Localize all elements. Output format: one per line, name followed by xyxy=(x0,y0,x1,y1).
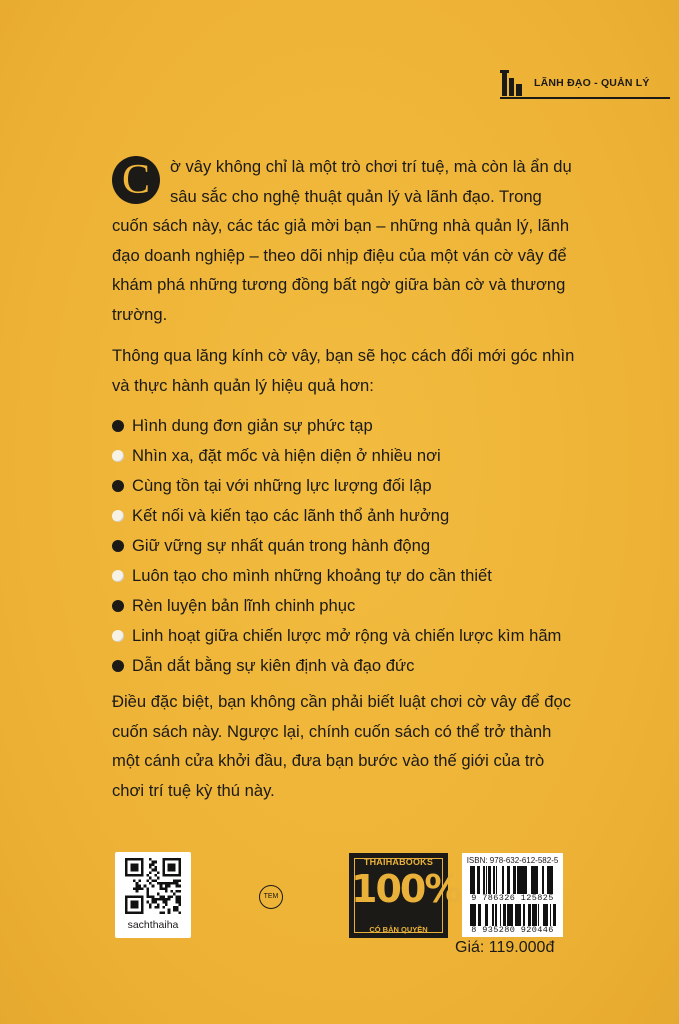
lead-in-paragraph: Thông qua lăng kính cờ vây, bạn sẽ học cách đổi mới góc nhìn và thực hành quản lý hiệu quả hơn: xyxy=(112,346,575,395)
list-item-text: Cùng tồn tại với những lực lượng đối lập xyxy=(132,476,432,495)
white-stone-icon xyxy=(112,570,124,582)
benefit-list xyxy=(112,411,577,681)
list-item xyxy=(112,471,577,501)
white-stone-icon xyxy=(112,450,124,462)
seal-brand: THAIHABOOKS xyxy=(363,857,434,867)
intro-paragraph xyxy=(112,152,577,329)
list-item-text: Hình dung đơn giản sự phức tạp xyxy=(132,416,373,435)
list-item-text: Luôn tạo cho mình những khoảng tự do cần thiết xyxy=(132,566,492,585)
qr-code-icon[interactable] xyxy=(125,858,181,914)
product-barcode-icon xyxy=(470,904,556,926)
header-divider xyxy=(500,97,670,99)
black-stone-icon xyxy=(112,480,124,492)
black-stone-icon xyxy=(112,660,124,672)
list-item-text: Nhìn xa, đặt mốc và hiện diện ở nhiều nơi xyxy=(132,446,441,465)
closing-paragraph: Điều đặc biệt, bạn không cần phải biết luật chơi cờ vây để đọc cuốn sách này. Ngược lại, chính cuốn sách có thể trở thành một cánh cửa khởi đầu, đưa bạn bước vào thế giới của trò chơi trí tuệ kỳ thú này. xyxy=(112,692,572,800)
intro-text: ờ vây không chỉ là một trò chơi trí tuệ, mà còn là ẩn dụ sâu sắc cho nghệ thuật quản lý và lãnh đạo. Trong cuốn sách này, các tác giả mời bạn – những nhà quản lý, lãnh đạo doanh nghiệp – theo dõi nhịp điệu của một ván cờ vây để khám phá những tương đồng bất ngờ giữa bàn cờ và thương trường. xyxy=(112,157,572,324)
black-stone-icon xyxy=(112,600,124,612)
qr-label: sachthaiha xyxy=(127,919,179,931)
category-label: LÃNH ĐẠO - QUẢN LÝ xyxy=(534,77,650,89)
white-stone-icon xyxy=(112,630,124,642)
product-barcode-number: 8 935280 920446 xyxy=(471,925,554,935)
barcode-panel xyxy=(462,853,563,937)
list-item xyxy=(112,651,577,681)
seal-caption: CÓ BẢN QUYỀN xyxy=(369,925,428,934)
isbn-text: ISBN: 978-632-612-582-5 xyxy=(466,856,559,865)
list-item-text: Kết nối và kiến tạo các lãnh thổ ảnh hưởng xyxy=(132,506,450,525)
blurb xyxy=(112,152,577,816)
list-item-text: Dẫn dắt bằng sự kiên định và đạo đức xyxy=(132,656,415,675)
list-item xyxy=(112,591,577,621)
price-label: Giá: 119.000đ xyxy=(455,939,555,956)
dropcap: C xyxy=(112,156,160,204)
list-item xyxy=(112,441,577,471)
isbn-barcode-number: 9 786326 125825 xyxy=(471,893,554,903)
list-item xyxy=(112,621,577,651)
list-item xyxy=(112,561,577,591)
category-header xyxy=(500,66,670,100)
tem-stamp: TEM xyxy=(259,885,283,909)
list-item-text: Giữ vững sự nhất quán trong hành động xyxy=(132,536,431,555)
copyright-seal xyxy=(349,853,461,938)
list-item xyxy=(112,501,577,531)
white-stone-icon xyxy=(112,510,124,522)
qr-card xyxy=(115,852,191,938)
list-item-text: Linh hoạt giữa chiến lược mở rộng và chiến lược kìm hãm xyxy=(132,626,562,645)
list-item-text: Rèn luyện bản lĩnh chinh phục xyxy=(132,596,356,615)
seal-number: 100% xyxy=(351,867,461,911)
isbn-barcode-icon xyxy=(470,866,556,894)
publisher-logo-icon xyxy=(500,68,524,98)
list-item xyxy=(112,411,577,441)
black-stone-icon xyxy=(112,420,124,432)
list-item xyxy=(112,531,577,561)
black-stone-icon xyxy=(112,540,124,552)
